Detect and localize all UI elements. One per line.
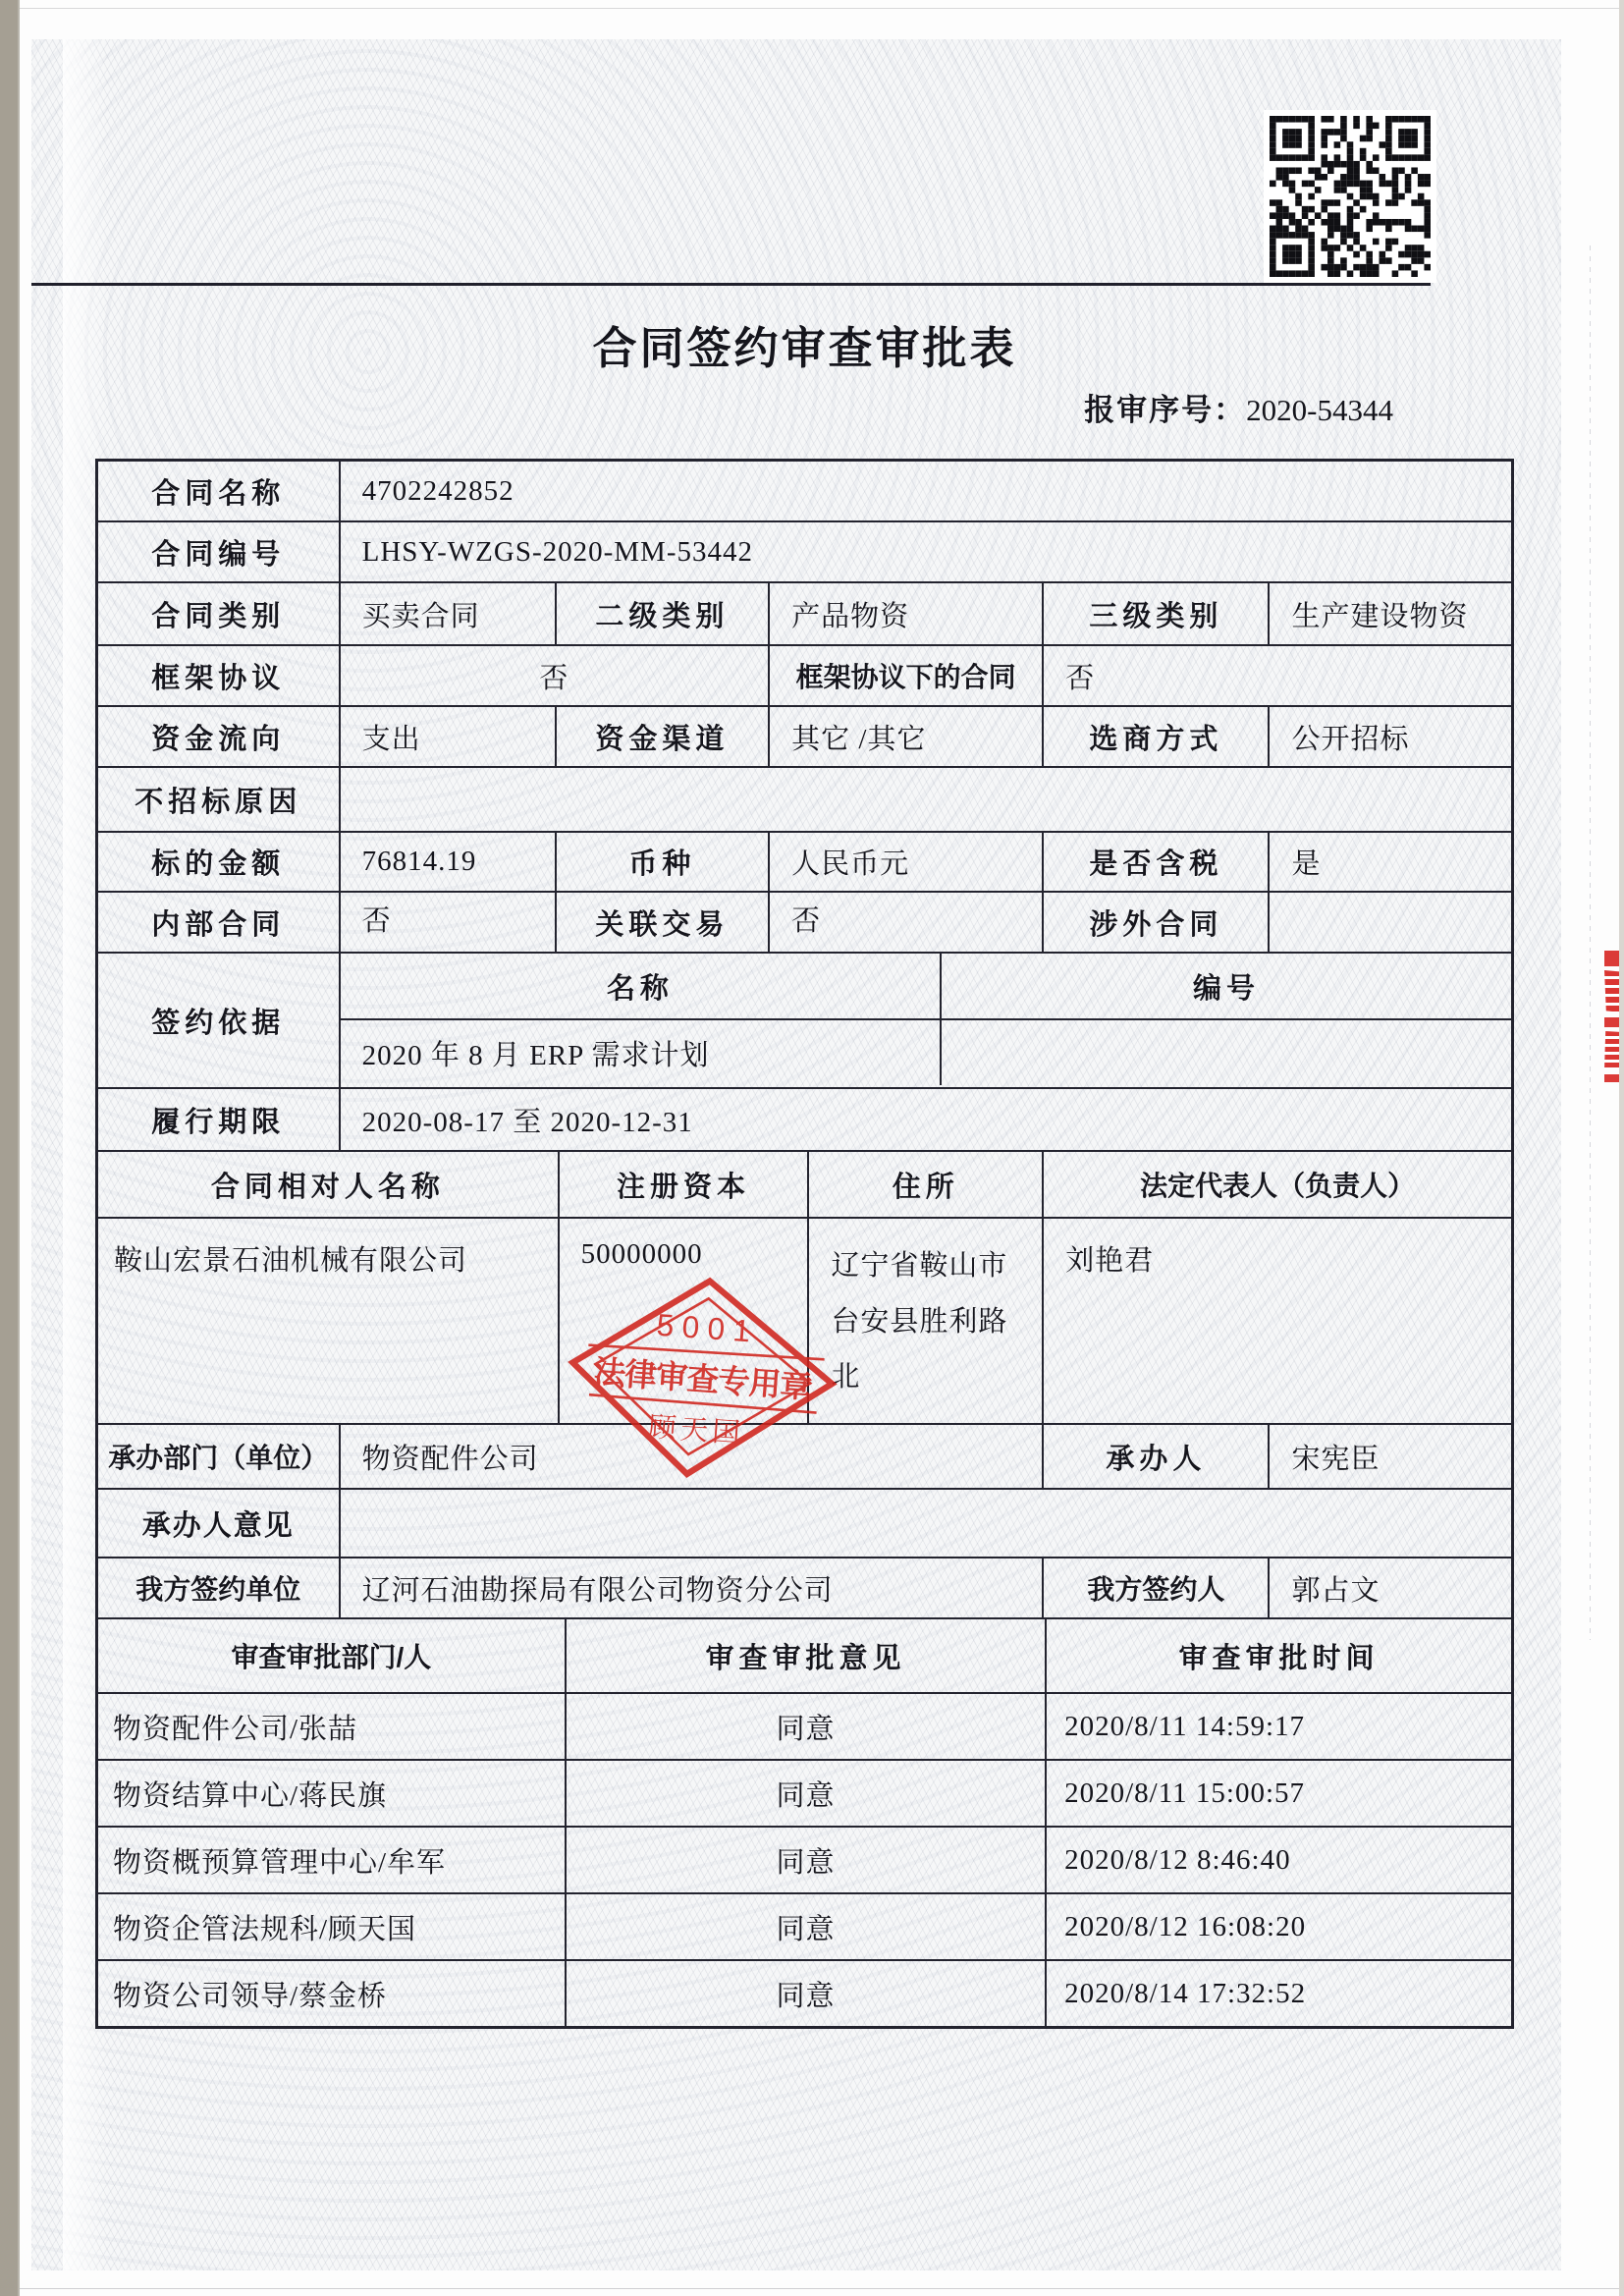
foreign-contract-label: 涉外合同 xyxy=(1042,893,1268,952)
contract-no-label: 合同编号 xyxy=(151,538,286,571)
approval-department: 物资配件公司/张喆 xyxy=(113,1713,358,1745)
no-bid-reason-label: 不招标原因 xyxy=(135,786,302,818)
row-contract-no xyxy=(98,520,1511,581)
paper-right-fold xyxy=(1590,246,1591,1640)
period-value: 2020-08-17 至 2020-12-31 xyxy=(339,1089,1511,1150)
handler-opinion-label: 承办人意见 xyxy=(141,1509,295,1542)
counterparty-name-header: 合同相对人名称 xyxy=(210,1171,445,1203)
approval-time: 2020/8/12 16:08:20 xyxy=(1045,1894,1511,1959)
legal-review-stamp xyxy=(560,1268,844,1489)
row-funds xyxy=(98,705,1511,766)
internal-contract-value: 否 xyxy=(339,893,555,952)
funds-channel-value: 其它 /其它 xyxy=(768,707,1042,766)
amount-label: 标的金额 xyxy=(151,848,286,880)
stamp-code: 5001 xyxy=(655,1306,760,1349)
row-category xyxy=(98,581,1511,644)
basis-name-value: 2020 年 8 月 ERP 需求计划 xyxy=(361,1039,710,1071)
basis-subtable xyxy=(339,954,1511,1087)
row-basis xyxy=(98,952,1511,1087)
tax-included-label: 是否含税 xyxy=(1042,833,1268,891)
vendor-method-label: 选商方式 xyxy=(1042,707,1268,766)
stamp-text: 法律审查专用章 xyxy=(592,1353,814,1405)
handler-value: 宋宪臣 xyxy=(1268,1425,1511,1488)
basis-label: 签约依据 xyxy=(151,1007,286,1039)
basis-name-header: 名称 xyxy=(606,972,674,1005)
approval-time: 2020/8/12 8:46:40 xyxy=(1045,1828,1511,1892)
counterparty-capital-header: 注册资本 xyxy=(558,1152,808,1217)
counterparty-representative-header: 法定代表人（负责人） xyxy=(1042,1152,1511,1217)
currency-value: 人民币元 xyxy=(768,833,1042,891)
approval-time-header: 审查审批时间 xyxy=(1045,1619,1511,1692)
handler-opinion-value xyxy=(339,1490,1511,1557)
tax-included-value: 是 xyxy=(1268,833,1511,891)
framework-sub-label: 框架协议下的合同 xyxy=(768,646,1042,705)
vendor-method-value: 公开招标 xyxy=(1268,707,1511,766)
serial-value: 2020-54344 xyxy=(1246,393,1393,427)
internal-contract-label: 内部合同 xyxy=(151,908,286,941)
counterparty-capital-value: 50000000 xyxy=(558,1219,808,1423)
approval-department: 物资概预算管理中心/牟军 xyxy=(113,1846,447,1879)
amount-value: 76814.19 xyxy=(339,833,555,891)
handling-dept-label: 承办部门（单位） xyxy=(108,1443,329,1473)
approval-department: 物资公司领导/蔡金桥 xyxy=(113,1980,388,2012)
framework-value: 否 xyxy=(339,646,768,705)
basis-no-header: 编号 xyxy=(940,954,1511,1018)
no-bid-reason-value xyxy=(339,768,1511,831)
header-rule xyxy=(31,283,1431,286)
scanner-bed-left xyxy=(0,0,18,2296)
our-signer-value: 郭占文 xyxy=(1268,1558,1511,1617)
approval-opinion: 同意 xyxy=(565,1761,1045,1826)
approval-row xyxy=(98,1692,1511,1759)
serial-number-line xyxy=(95,391,1393,430)
funds-channel-label: 资金渠道 xyxy=(555,707,768,766)
currency-label: 币种 xyxy=(555,833,768,891)
paper-sheet xyxy=(18,0,1622,2296)
category3-value: 生产建设物资 xyxy=(1268,583,1511,644)
row-no-bid-reason xyxy=(98,766,1511,831)
basis-no-value xyxy=(940,1020,1511,1085)
related-trade-value: 否 xyxy=(768,893,1042,952)
page-title: 合同签约审查审批表 xyxy=(592,323,1017,373)
approval-opinion-header: 审查审批意见 xyxy=(565,1619,1045,1692)
approval-row xyxy=(98,1959,1511,2026)
paper-bottom-edge xyxy=(20,2288,1622,2289)
approval-row xyxy=(98,1892,1511,1959)
row-period xyxy=(98,1087,1511,1150)
approval-time: 2020/8/11 15:00:57 xyxy=(1045,1761,1511,1826)
funds-flow-value: 支出 xyxy=(339,707,555,766)
counterparty-representative-value: 刘艳君 xyxy=(1042,1219,1511,1423)
category-value: 买卖合同 xyxy=(339,583,555,644)
row-framework xyxy=(98,644,1511,705)
row-handler-opinion xyxy=(98,1488,1511,1557)
stamp-signer: 顾天国 xyxy=(647,1411,745,1450)
period-label: 履行期限 xyxy=(151,1106,286,1138)
approval-row xyxy=(98,1826,1511,1892)
row-internal xyxy=(98,891,1511,952)
framework-label: 框架协议 xyxy=(151,662,286,694)
row-our-side xyxy=(98,1557,1511,1617)
category2-label: 二级类别 xyxy=(555,583,768,644)
category3-label: 三级类别 xyxy=(1042,583,1268,644)
approval-department: 物资企管法规科/顾天国 xyxy=(113,1913,417,1945)
category2-value: 产品物资 xyxy=(768,583,1042,644)
our-unit-label: 我方签约单位 xyxy=(135,1574,301,1605)
handling-dept-value: 物资配件公司 xyxy=(339,1425,1043,1488)
counterparty-address-value: 辽宁省鞍山市台安县胜利路北 xyxy=(807,1219,1042,1423)
approval-time: 2020/8/14 17:32:52 xyxy=(1045,1961,1511,2026)
approval-row xyxy=(98,1759,1511,1826)
row-contract-name xyxy=(98,462,1511,520)
approval-opinion: 同意 xyxy=(565,1894,1045,1959)
contract-name-value: 4702242852 xyxy=(339,462,1511,520)
handler-label: 承办人 xyxy=(1042,1425,1268,1488)
qr-code-icon xyxy=(1264,110,1436,283)
serial-label: 报审序号： xyxy=(1084,393,1247,427)
counterparty-name-value: 鞍山宏景石油机械有限公司 xyxy=(114,1245,468,1277)
row-counterparty-header xyxy=(98,1150,1511,1217)
approval-opinion: 同意 xyxy=(565,1828,1045,1892)
approval-opinion: 同意 xyxy=(565,1694,1045,1759)
approval-department: 物资结算中心/蒋民旗 xyxy=(113,1779,388,1812)
our-signer-label: 我方签约人 xyxy=(1042,1558,1268,1617)
category-label: 合同类别 xyxy=(151,600,286,632)
related-trade-label: 关联交易 xyxy=(555,893,768,952)
contract-form-table xyxy=(95,459,1514,2029)
funds-flow-label: 资金流向 xyxy=(151,723,286,755)
row-approval-header xyxy=(98,1617,1511,1692)
approval-time: 2020/8/11 14:59:17 xyxy=(1045,1694,1511,1759)
foreign-contract-value xyxy=(1268,893,1511,952)
scanner-bed-right xyxy=(1619,0,1624,2296)
contract-name-label: 合同名称 xyxy=(151,477,286,510)
our-unit-value: 辽河石油勘探局有限公司物资分公司 xyxy=(339,1558,1043,1617)
approval-dept-header: 审查审批部门/人 xyxy=(231,1642,432,1672)
counterparty-address-header: 住所 xyxy=(807,1152,1042,1217)
framework-sub-value: 否 xyxy=(1042,646,1511,705)
row-amount xyxy=(98,831,1511,891)
paper-top-edge xyxy=(20,8,1622,9)
approval-opinion: 同意 xyxy=(565,1961,1045,2026)
contract-no-value: LHSY-WZGS-2020-MM-53442 xyxy=(339,522,1511,581)
